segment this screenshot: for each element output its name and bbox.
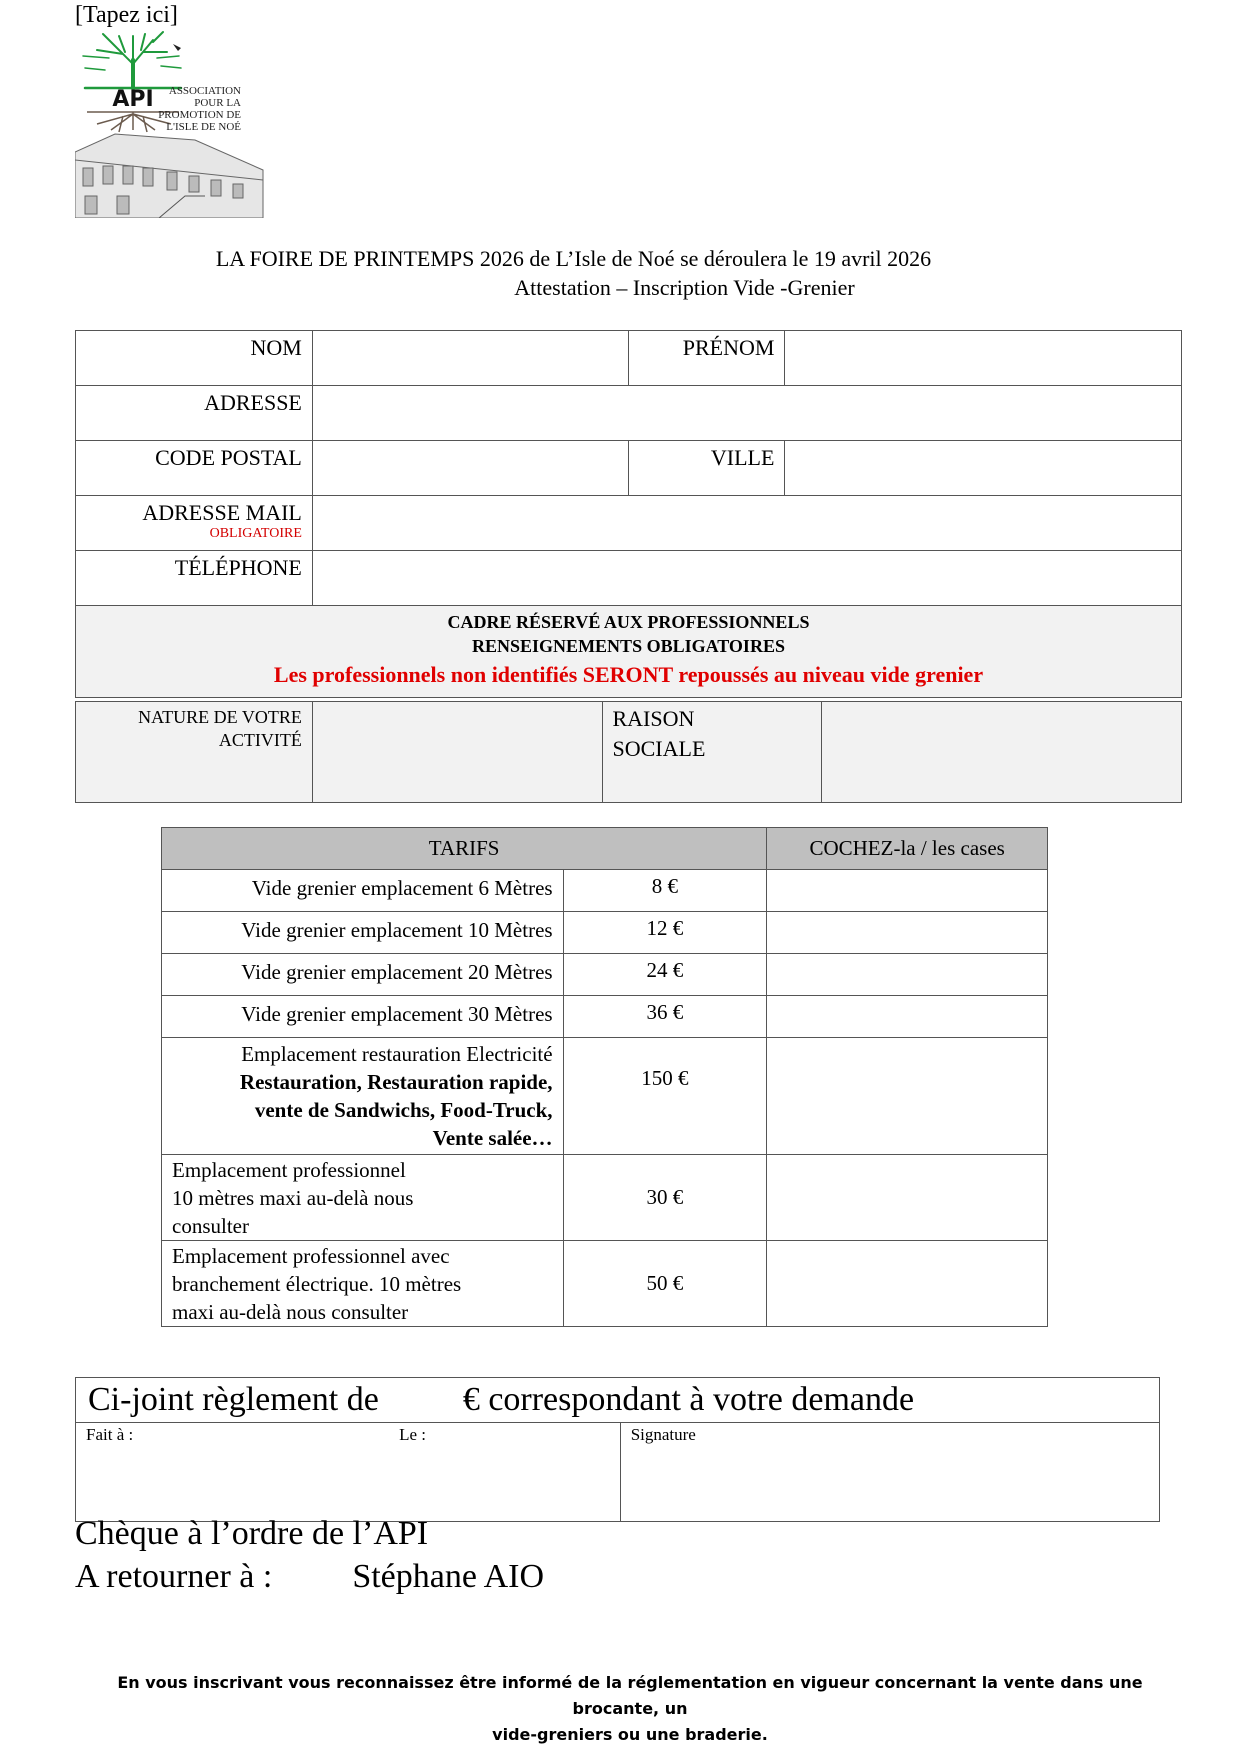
bird-icon — [173, 44, 181, 51]
le-label: Le : — [399, 1425, 426, 1444]
tarif-row — [162, 1241, 1048, 1327]
tarif-checkbox[interactable] — [767, 996, 1048, 1038]
row-nom-prenom — [76, 331, 1182, 386]
pro-heading-1: CADRE RÉSERVÉ AUX PROFESSIONNELS — [447, 612, 810, 632]
header-check: COCHEZ-la / les cases — [767, 828, 1048, 870]
label-telephone: TÉLÉPHONE — [76, 551, 313, 606]
logo-tagline-1: ASSOCIATION — [168, 85, 241, 97]
signature-cell[interactable] — [620, 1423, 1159, 1522]
tarif-checkbox[interactable] — [767, 1241, 1048, 1327]
payment-sign-row — [76, 1423, 1160, 1522]
label-email — [76, 496, 313, 551]
input-nom[interactable] — [312, 331, 628, 386]
tarifs-table — [161, 827, 1048, 1327]
tarif-description: Vide grenier emplacement 10 Mètres — [162, 912, 564, 954]
input-ville[interactable] — [785, 441, 1182, 496]
email-required-note: OBLIGATOIRE — [209, 526, 302, 541]
signature-label: Signature — [630, 1425, 696, 1444]
event-title: LA FOIRE DE PRINTEMPS 2026 de L’Isle de Noé se déroulera le 19 avril 2026 — [215, 246, 932, 271]
payment-amount-row — [76, 1378, 1160, 1423]
tarif-description: Vide grenier emplacement 20 Mètres — [162, 954, 564, 996]
tarif-row — [162, 912, 1048, 954]
return-label: A retourner à : — [75, 1558, 273, 1595]
label-activity: NATURE DE VOTRE ACTIVITÉ — [76, 702, 313, 803]
label-code-postal: CODE POSTAL — [76, 441, 313, 496]
tarif-row — [162, 870, 1048, 912]
input-adresse[interactable] — [312, 386, 1181, 441]
input-raison-sociale[interactable] — [822, 702, 1182, 803]
tarif-description: Emplacement professionnel 10 mètres maxi au-delà nous consulter — [162, 1155, 564, 1241]
tarif-price: 8 € — [563, 870, 767, 912]
tarif-checkbox[interactable] — [767, 912, 1048, 954]
tarif-row — [162, 954, 1048, 996]
header-placeholder[interactable]: [Tapez ici] — [75, 2, 178, 28]
tarif-row — [162, 1038, 1048, 1155]
return-name: Stéphane AIO — [352, 1558, 544, 1595]
row-activity-raison — [76, 702, 1182, 803]
professional-details-table — [75, 701, 1182, 803]
row-telephone — [76, 551, 1182, 606]
label-nom: NOM — [76, 331, 313, 386]
payment-text-before: Ci-joint règlement de — [88, 1381, 379, 1418]
legal-footer: En vous inscrivant vous reconnaissez être informé de la réglementation en vigueur concernant la vente dans une brocante, un vide-greniers ou une braderie. — [117, 1673, 1143, 1744]
logo-tagline-2: POUR LA — [194, 97, 241, 109]
tarif-price: 12 € — [563, 912, 767, 954]
tarif-description: Vide grenier emplacement 6 Mètres — [162, 870, 564, 912]
fait-le-cell[interactable] — [76, 1423, 621, 1522]
row-adresse — [76, 386, 1182, 441]
identity-form-table — [75, 330, 1182, 698]
api-logo — [75, 30, 267, 218]
label-raison-sociale: RAISON SOCIALE — [602, 702, 822, 803]
row-code-postal-ville — [76, 441, 1182, 496]
tarif-description: Emplacement professionnel avec branchement électrique. 10 mètres maxi au-delà nous consulter — [162, 1241, 564, 1327]
logo-tagline-4: L'ISLE DE NOÉ — [166, 121, 241, 133]
tree-icon — [83, 32, 181, 88]
input-prenom[interactable] — [785, 331, 1182, 386]
tarifs-header-row — [162, 828, 1048, 870]
logo-tagline-3: PROMOTION DE — [158, 109, 241, 121]
fait-a-label: Fait à : — [86, 1425, 134, 1444]
input-telephone[interactable] — [312, 551, 1181, 606]
tarif-checkbox[interactable] — [767, 870, 1048, 912]
label-prenom: PRÉNOM — [628, 331, 785, 386]
label-ville: VILLE — [628, 441, 785, 496]
tarif-description: Emplacement restauration Electricité Restauration, Restauration rapide, vente de Sandwichs, Food-Truck, Vente salée… — [162, 1038, 564, 1155]
pro-warning: Les professionnels non identifiés SERONT repoussés au niveau vide grenier — [273, 662, 984, 687]
logo-acronym: API — [112, 87, 154, 112]
payment-text-after: € correspondant à votre demande — [462, 1381, 915, 1418]
tarif-checkbox[interactable] — [767, 954, 1048, 996]
tarif-price: 50 € — [563, 1241, 767, 1327]
return-address — [75, 1558, 544, 1596]
form-subtitle: Attestation – Inscription Vide -Grenier — [514, 275, 855, 300]
header-tarifs: TARIFS — [162, 828, 767, 870]
tarif-price: 24 € — [563, 954, 767, 996]
logo-graphic — [75, 30, 267, 218]
input-activity[interactable] — [312, 702, 602, 803]
row-email — [76, 496, 1182, 551]
pro-heading-2: RENSEIGNEMENTS OBLIGATOIRES — [472, 636, 785, 656]
label-adresse: ADRESSE — [76, 386, 313, 441]
input-email[interactable] — [312, 496, 1181, 551]
label-email-text: ADRESSE MAIL — [142, 500, 302, 525]
tarif-checkbox[interactable] — [767, 1155, 1048, 1241]
payment-table — [75, 1377, 1160, 1522]
tarif-price: 30 € — [563, 1155, 767, 1241]
cheque-note: Chèque à l’ordre de l’API — [75, 1515, 429, 1552]
building-sketch-icon — [75, 134, 263, 218]
tarif-row — [162, 1155, 1048, 1241]
tarif-price: 150 € — [563, 1038, 767, 1155]
input-code-postal[interactable] — [312, 441, 628, 496]
tarif-checkbox[interactable] — [767, 1038, 1048, 1155]
tarif-price: 36 € — [563, 996, 767, 1038]
tarif-description: Vide grenier emplacement 30 Mètres — [162, 996, 564, 1038]
professional-section-header — [76, 606, 1182, 698]
tarif-row — [162, 996, 1048, 1038]
